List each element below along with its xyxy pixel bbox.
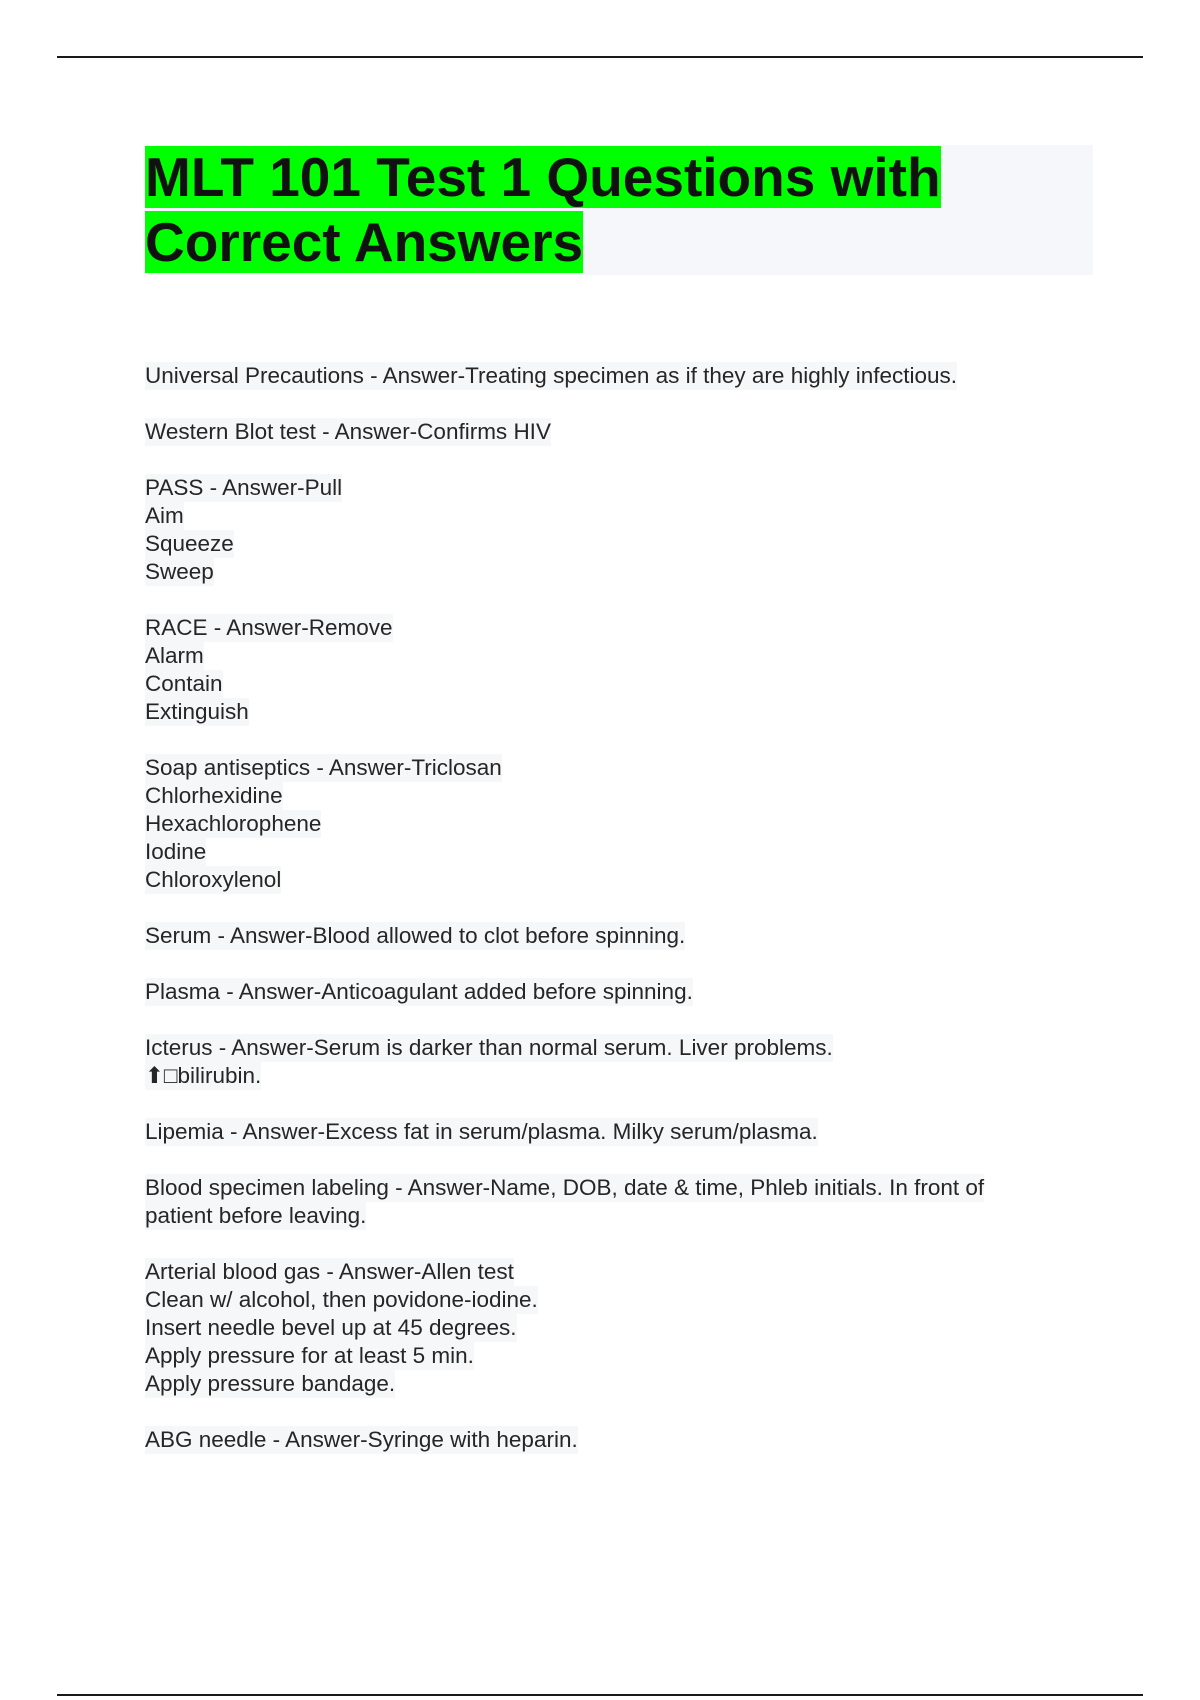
- qa-line: Lipemia - Answer-Excess fat in serum/plasma. Milky serum/plasma.: [145, 1119, 818, 1144]
- qa-line: Universal Precautions - Answer-Treating specimen as if they are highly infectious.: [145, 363, 958, 388]
- qa-entry: [145, 1258, 1075, 1398]
- qa-line: Blood specimen labeling - Answer-Name, DOB, date & time, Phleb initials. In front of: [145, 1175, 985, 1200]
- qa-line: Extinguish: [145, 699, 249, 724]
- qa-line: RACE - Answer-Remove: [145, 615, 393, 640]
- title-line-1: MLT 101 Test 1 Questions with: [145, 146, 941, 208]
- qa-entry: [145, 362, 1075, 390]
- qa-entry: [145, 922, 1075, 950]
- qa-line: Aim: [145, 503, 184, 528]
- qa-line: Western Blot test - Answer-Confirms HIV: [145, 419, 551, 444]
- qa-entry: [145, 1034, 1075, 1090]
- qa-line: PASS - Answer-Pull: [145, 475, 343, 500]
- qa-line: Plasma - Answer-Anticoagulant added before spinning.: [145, 979, 693, 1004]
- qa-list: [145, 362, 1075, 1482]
- qa-entry: [145, 418, 1075, 446]
- qa-entry: [145, 1174, 1075, 1230]
- qa-line: ABG needle - Answer-Syringe with heparin.: [145, 1427, 578, 1452]
- page-title: [145, 145, 1105, 275]
- qa-line: Apply pressure bandage.: [145, 1371, 396, 1396]
- qa-line: Alarm: [145, 643, 204, 668]
- qa-line: Soap antiseptics - Answer-Triclosan: [145, 755, 502, 780]
- qa-entry: [145, 754, 1075, 894]
- qa-line: Icterus - Answer-Serum is darker than normal serum. Liver problems.: [145, 1035, 833, 1060]
- qa-line: Insert needle bevel up at 45 degrees.: [145, 1315, 517, 1340]
- qa-line: ⬆□bilirubin.: [145, 1063, 262, 1088]
- qa-line: Clean w/ alcohol, then povidone-iodine.: [145, 1287, 538, 1312]
- qa-line: Apply pressure for at least 5 min.: [145, 1343, 474, 1368]
- qa-line: Squeeze: [145, 531, 234, 556]
- top-rule: [57, 56, 1143, 58]
- qa-entry: [145, 978, 1075, 1006]
- qa-line: Contain: [145, 671, 223, 696]
- qa-line: patient before leaving.: [145, 1203, 367, 1228]
- qa-line: Sweep: [145, 559, 214, 584]
- qa-line: Serum - Answer-Blood allowed to clot before spinning.: [145, 923, 686, 948]
- qa-line: Arterial blood gas - Answer-Allen test: [145, 1259, 514, 1284]
- qa-line: Chlorhexidine: [145, 783, 283, 808]
- qa-entry: [145, 474, 1075, 586]
- qa-line: Chloroxylenol: [145, 867, 282, 892]
- qa-entry: [145, 1118, 1075, 1146]
- qa-entry: [145, 1426, 1075, 1454]
- qa-line: Iodine: [145, 839, 207, 864]
- qa-line: Hexachlorophene: [145, 811, 322, 836]
- title-line-2: Correct Answers: [145, 211, 584, 273]
- qa-entry: [145, 614, 1075, 726]
- bottom-rule: [57, 1694, 1143, 1696]
